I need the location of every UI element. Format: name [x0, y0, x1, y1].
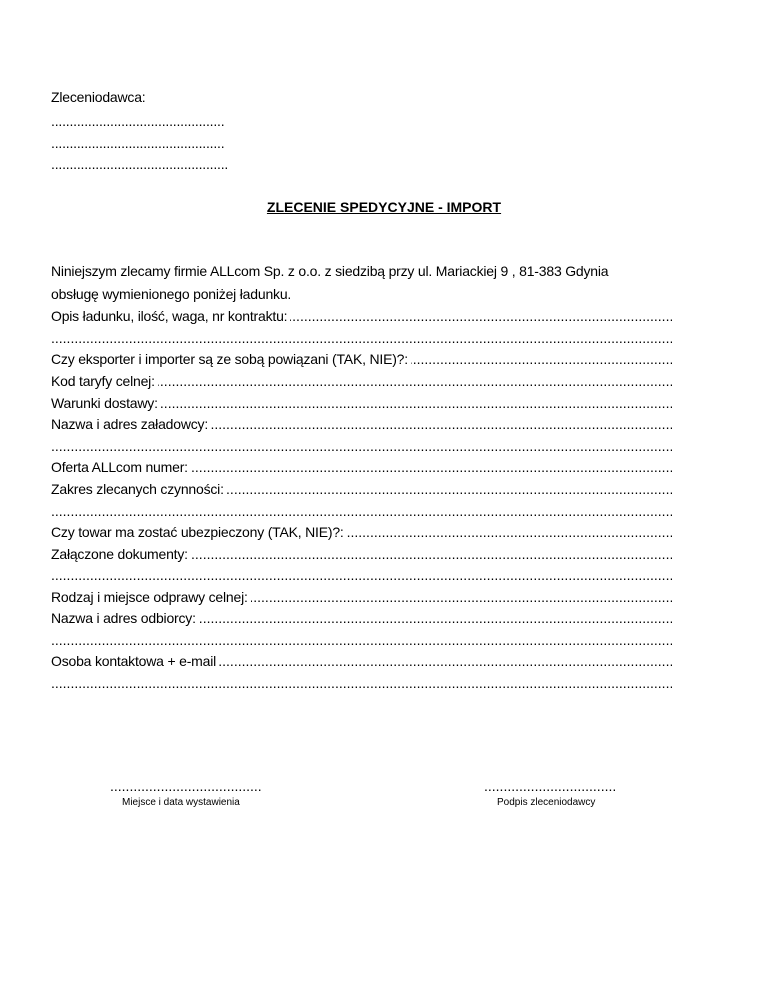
contact-field — [51, 652, 672, 670]
documents-continuation — [51, 566, 672, 584]
shipper-field — [51, 415, 672, 433]
client-line-3: ................................................ — [51, 156, 229, 172]
consignee-continuation — [51, 631, 672, 649]
scope-label: Zakres zlecanych czynności: — [51, 481, 227, 497]
delivery-terms-label: Warunki dostawy: — [51, 395, 161, 411]
offer-number-label: Oferta ALLcom numer: — [51, 459, 191, 475]
delivery-terms-field — [51, 394, 672, 412]
shipper-label: Nazwa i adres załadowcy: — [51, 416, 211, 432]
signature-dots: .................................. — [484, 778, 617, 794]
documents-label: Załączone dokumenty: — [51, 546, 191, 562]
document-title: ZLECENIE SPEDYCYJNE - IMPORT — [266, 199, 502, 215]
offer-number-field — [51, 458, 672, 476]
scope-continuation — [51, 502, 672, 520]
client-line-2: ............................................... — [51, 135, 225, 151]
tariff-code-label: Kod taryfy celnej: — [51, 373, 158, 389]
intro-line-1: Niniejszym zlecamy firmie ALLcom Sp. z o.o. z siedzibą przy ul. Mariackiej 9 , 81-383 Gdynia — [51, 263, 609, 279]
place-date-dots: ....................................... — [110, 778, 262, 794]
intro-line-2: obsługę wymienionego poniżej ładunku. — [51, 286, 292, 302]
customs-clearance-label: Rodzaj i miejsce odprawy celnej: — [51, 589, 251, 605]
related-parties-label: Czy eksporter i importer są ze sobą powiązani (TAK, NIE)?: — [51, 351, 411, 367]
tariff-code-field — [51, 372, 672, 390]
cargo-description-continuation — [51, 329, 672, 347]
place-date-label: Miejsce i data wystawienia — [122, 797, 240, 808]
client-line-1: ............................................... — [51, 113, 225, 129]
cargo-description-label: Opis ładunku, ilość, waga, nr kontraktu: — [51, 308, 290, 324]
insurance-label: Czy towar ma zostać ubezpieczony (TAK, NIE)?: — [51, 524, 347, 540]
contact-label: Osoba kontaktowa + e-mail — [51, 653, 219, 669]
signature-label: Podpis zleceniodawcy — [497, 797, 596, 808]
related-parties-field — [51, 350, 672, 368]
consignee-label: Nazwa i adres odbiorcy: — [51, 610, 199, 626]
scope-field — [51, 480, 672, 498]
insurance-field — [51, 523, 672, 541]
cargo-description-field — [51, 307, 672, 325]
contact-continuation — [51, 674, 672, 692]
shipper-continuation — [51, 437, 672, 455]
documents-field — [51, 545, 672, 563]
client-label: Zleceniodawca: — [51, 89, 146, 105]
consignee-field — [51, 609, 672, 627]
customs-clearance-field — [51, 588, 672, 606]
